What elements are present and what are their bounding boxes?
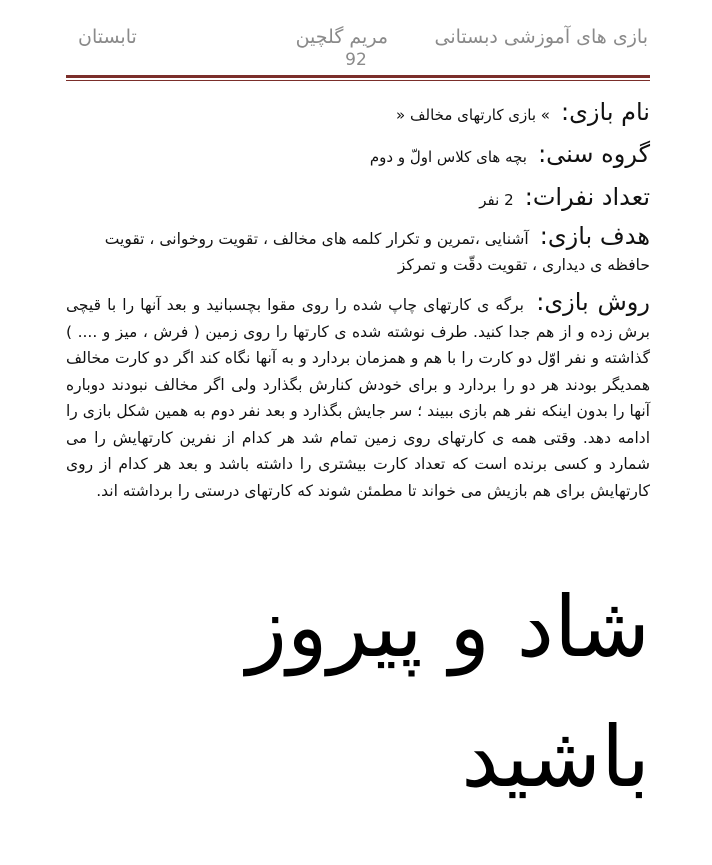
header-season: تابستان xyxy=(78,26,137,48)
game-name-row xyxy=(66,96,650,128)
age-group-value: بچه های کلاس اولّ و دوم xyxy=(369,148,527,167)
goal-label: هدف بازی xyxy=(547,222,650,251)
closing-line-2: باشید xyxy=(461,708,650,806)
method-value: برگه ی کارتهای چاپ شده را روی مقوا بچسبانید و بعد آنها را با قیچی برش زده و از هم جدا کنید. طرف نوشته شده ی کارتها را روی زمین ( فرش ، میز و .... ) گذاشته و نفر اوّل دو کارت را با هم و همزمان بردارد و به آنها نگاه کند اگر دو کارت مخالف همدیگر بودند هر دو را بردارد و برای خودش کنارش بگذارد ولی اگر مخالف نبودند دوباره آنها را بدون اینکه نفر هم بازی ببیند ؛ سر جایش بگذارد و بعد نفر دوم به همین شکل بازی را ادامه دهد. وقتی همه ی کارتهای روی زمین تمام شد هر کدام از نفرین کارتهایش را می شمارد و کسی برنده است که تعداد کارت بیشتری را داشته باشد و بعد هر کدام از روی کارتهایش برای هم بازیش می خواند تا مطمئن شوند که کارتهای درستی را برداشته اند. xyxy=(66,296,650,500)
label-colon: : xyxy=(538,140,547,169)
header-rule-thick xyxy=(66,75,650,78)
header-author: مریم گلچین xyxy=(295,26,388,48)
label-colon: : xyxy=(539,222,548,251)
header-book-title: بازی های آموزشی دبستانی xyxy=(434,26,648,48)
header-rule-thin xyxy=(66,80,650,81)
age-group-label: گروه سنی xyxy=(546,140,650,169)
goal-value: آشنایی ،تمرین و تکرار کلمه های مخالف ، تقویت روخوانی ، تقویت حافظه ی دیداری ، تقویت دقّت و تمرکز xyxy=(104,230,650,275)
label-colon: : xyxy=(524,182,533,211)
game-name-label: نام بازی xyxy=(569,98,650,126)
label-colon: : xyxy=(536,288,545,317)
method-row xyxy=(66,290,650,504)
label-colon: : xyxy=(561,98,570,126)
age-group-row xyxy=(66,138,650,170)
method-label: روش بازی xyxy=(544,288,650,317)
page-number: 92 xyxy=(345,50,367,70)
game-description xyxy=(66,96,650,504)
players-value: 2 نفر xyxy=(479,190,514,209)
players-row xyxy=(66,181,650,213)
game-name-value: » بازی کارتهای مخالف « xyxy=(396,106,550,124)
closing-line-1: شاد و پیروز xyxy=(246,578,650,676)
players-label: تعداد نفرات xyxy=(532,182,650,211)
goal-row xyxy=(66,223,650,278)
